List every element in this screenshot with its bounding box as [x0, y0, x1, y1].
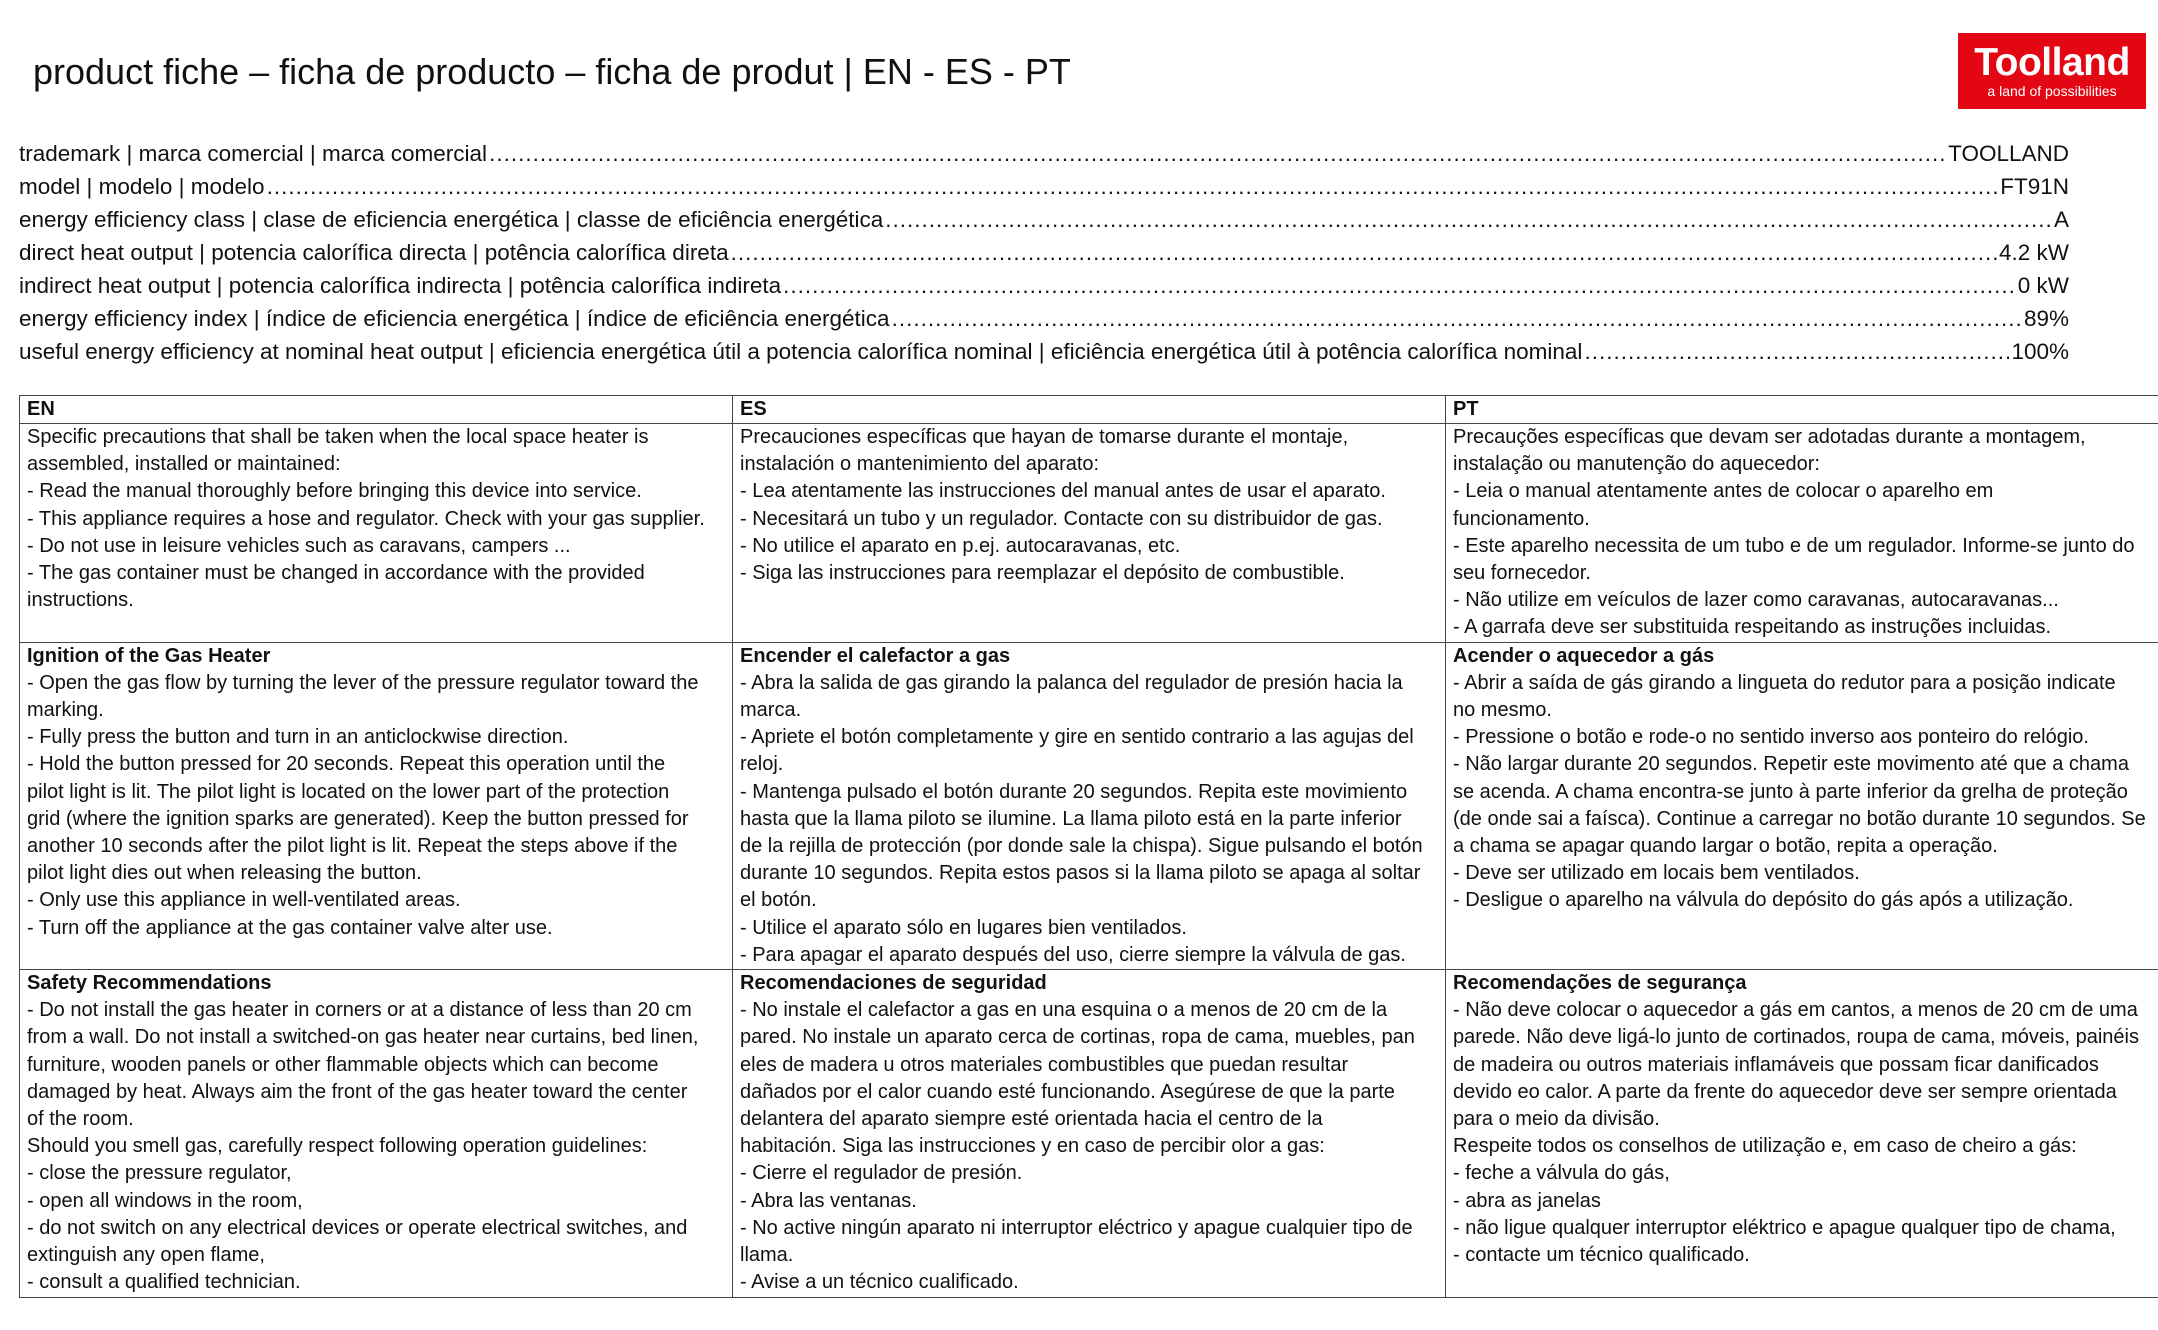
table-header-row [20, 396, 2158, 424]
text-line: reloj. [740, 753, 784, 776]
text-line: - Read the manual thoroughly before bringing this device into service. [27, 480, 642, 503]
text-line: eles de madera u otros materiales combustibles que puedan resultar [740, 1053, 1349, 1076]
text-line: - Não deve colocar o aquecedor a gás em cantos, a menos de 20 cm de uma [1453, 999, 2138, 1022]
table-row-precautions [20, 424, 2158, 643]
dot-leader [1584, 335, 2009, 368]
text-line: - Este aparelho necessita de um tubo e de um regulador. Informe-se junto do [1453, 534, 2135, 557]
cell-pt [1446, 642, 2158, 969]
text-line: delantera del aparato siempre esté orientada hacia el centro de la [740, 1108, 1323, 1131]
text-line: - Desligue o aparelho na válvula do depósito do gás após a utilização. [1453, 889, 2074, 912]
text-line: a chama se apagar quando largar o botão, repita a operação. [1453, 835, 1998, 858]
text-line: - Abra la salida de gas girando la palanca del regulador de presión hacia la [740, 671, 1403, 694]
spec-label: direct heat output | potencia calorífica directa | potência calorífica direta [19, 240, 729, 265]
text-line: instalação ou manutenção do aquecedor: [1453, 453, 1820, 476]
section-title: Ignition of the Gas Heater [27, 644, 271, 667]
spec-row-trademark [19, 137, 2069, 170]
cell-es [733, 642, 1446, 969]
logo-brand: Toolland [1974, 41, 2130, 84]
text-line: - Utilice el aparato sólo en lugares bien ventilados. [740, 916, 1187, 939]
spec-row-efficiency-class [19, 203, 2069, 236]
text-line: durante 10 segundos. Repita estos pasos si la llama piloto se apaga al soltar [740, 862, 1421, 885]
text-line: el botón. [740, 889, 817, 912]
text-line: - Lea atentamente las instrucciones del manual antes de usar el aparato. [740, 480, 1386, 503]
text-line: - Do not install the gas heater in corners or at a distance of less than 20 cm [27, 999, 692, 1022]
toolland-logo [1958, 33, 2146, 109]
column-header-en: EN [20, 396, 733, 424]
text-line: se acenda. A chama encontra-se junto à parte inferior da grelha de proteção [1453, 780, 2128, 803]
section-title: Recomendaciones de seguridad [740, 972, 1047, 995]
text-line: of the room. [27, 1108, 134, 1131]
text-line: marking. [27, 699, 104, 722]
dot-leader [885, 203, 2052, 236]
text-line: marca. [740, 699, 802, 722]
spec-value: 0 kW [2017, 273, 2069, 298]
table-row-ignition [20, 642, 2158, 969]
text-line: - Não utilize em veículos de lazer como caravanas, autocaravanas... [1453, 589, 2059, 612]
text-line: damaged by heat. Always aim the front of the gas heater toward the center [27, 1080, 688, 1103]
cell-pt [1446, 970, 2158, 1297]
text-line: - Apriete el botón completamente y gire en sentido contrario a las agujas del [740, 726, 1414, 749]
text-line: - Do not use in leisure vehicles such as caravans, campers ... [27, 534, 571, 557]
text-line: - Leia o manual atentamente antes de colocar o aparelho em [1453, 480, 1994, 503]
text-line: no mesmo. [1453, 699, 1552, 722]
text-line: - contacte um técnico qualificado. [1453, 1244, 1750, 1267]
text-line: - não ligue qualquer interruptor eléktrico e apague qualquer tipo de chama, [1453, 1216, 2116, 1239]
text-line: furniture, wooden panels or other flammable objects which can become [27, 1053, 659, 1076]
text-line: - Only use this appliance in well-ventilated areas. [27, 889, 461, 912]
text-line: - feche a válvula do gás, [1453, 1162, 1670, 1185]
spec-row-direct-heat [19, 236, 2069, 269]
text-line: assembled, installed or maintained: [27, 453, 341, 476]
text-line: - Turn off the appliance at the gas container valve alter use. [27, 916, 553, 939]
cell-pt [1446, 424, 2158, 643]
text-line: - No instale el calefactor a gas en una esquina o a menos de 20 cm de la [740, 999, 1388, 1022]
text-line: - Necesitará un tubo y un regulador. Contacte con su distribuidor de gas. [740, 507, 1383, 530]
cell-en [20, 642, 733, 969]
cell-en [20, 424, 733, 643]
text-line: - Siga las instrucciones para reemplazar el depósito de combustible. [740, 562, 1345, 585]
spec-value: 100% [2011, 339, 2069, 364]
text-line: - Cierre el regulador de presión. [740, 1162, 1023, 1185]
dot-leader [267, 170, 1999, 203]
text-line: - Mantenga pulsado el botón durante 20 segundos. Repita este movimiento [740, 780, 1408, 803]
cell-en [20, 970, 733, 1297]
section-title: Acender o aquecedor a gás [1453, 644, 1715, 667]
dot-leader [489, 137, 1946, 170]
spec-row-useful-efficiency [19, 335, 2069, 368]
text-line: - Fully press the button and turn in an anticlockwise direction. [27, 726, 569, 749]
dot-leader [892, 302, 2022, 335]
text-line: funcionamento. [1453, 507, 1590, 530]
text-line: (de onde sai a faísca). Continue a carregar no botão durante 10 segundos. Se [1453, 807, 2146, 830]
dot-leader [731, 236, 1997, 269]
dot-leader [783, 269, 2016, 302]
text-line: extinguish any open flame, [27, 1244, 265, 1267]
text-line: - Hold the button pressed for 20 seconds. Repeat this operation until the [27, 753, 666, 776]
page-title: product fiche – ficha de producto – ficha de produt | EN - ES - PT [33, 51, 1071, 92]
cell-es [733, 424, 1446, 643]
spec-value: TOOLLAND [1948, 141, 2069, 166]
text-line: - open all windows in the room, [27, 1189, 303, 1212]
text-line: pared. No instale un aparato cerca de cortinas, ropa de cama, muebles, pan [740, 1026, 1415, 1049]
text-line: - The gas container must be changed in accordance with the provided [27, 562, 645, 585]
text-line: pilot light dies out when releasing the button. [27, 862, 422, 885]
text-line: de la rejilla de protección (por donde sale la chispa). Sigue pulsando el botón [740, 835, 1423, 858]
text-line: de madeira ou outros materiais inflamáveis que possam ficar danificados [1453, 1053, 2099, 1076]
text-line: llama. [740, 1244, 794, 1267]
spec-value: A [2053, 207, 2069, 232]
text-line: Specific precautions that shall be taken when the local space heater is [27, 426, 649, 448]
text-line: grid (where the ignition sparks are generated). Keep the button pressed for [27, 807, 689, 830]
table-row-safety [20, 970, 2158, 1297]
text-line: Precauções específicas que devam ser adotadas durante a montagem, [1453, 426, 2086, 448]
spec-label: model | modelo | modelo [19, 174, 265, 199]
text-line: hasta que la llama piloto se ilumine. La llama piloto está en la parte inferior [740, 807, 1402, 830]
column-header-pt: PT [1446, 396, 2158, 424]
spec-value: 89% [2023, 306, 2069, 331]
text-line: - Não largar durante 20 segundos. Repetir este movimento até que a chama [1453, 753, 2129, 776]
text-line: para o meio da divisão. [1453, 1108, 1660, 1131]
section-title: Recomendações de segurança [1453, 972, 1747, 995]
text-line: - close the pressure regulator, [27, 1162, 292, 1185]
spec-label: energy efficiency index | índice de eficiencia energética | índice de eficiência energética [19, 306, 890, 331]
text-line: devido eo calor. A parte da frente do aquecedor deve ser sempre orientada [1453, 1080, 2117, 1103]
section-title: Encender el calefactor a gas [740, 644, 1011, 667]
text-line: - abra as janelas [1453, 1189, 1601, 1212]
text-line: from a wall. Do not install a switched-on gas heater near curtains, bed linen, [27, 1026, 699, 1049]
text-line: - No active ningún aparato ni interruptor eléctrico y apague cualquier tipo de [740, 1216, 1413, 1239]
text-line: dañados por el calor cuando esté funcionando. Asegúrese de que la parte [740, 1080, 1395, 1103]
text-line: parede. Não deve ligá-lo junto de cortinados, roupa de cama, móveis, painéis [1453, 1026, 2139, 1049]
logo-tagline: a land of possibilities [1987, 83, 2117, 99]
text-line: - Para apagar el aparato después del uso, cierre siempre la válvula de gas. [740, 943, 1406, 966]
text-line: - consult a qualified technician. [27, 1271, 301, 1294]
spec-value: FT91N [2000, 174, 2069, 199]
text-line: pilot light is lit. The pilot light is located on the lower part of the protection [27, 780, 670, 803]
spec-value: 4.2 kW [1998, 240, 2069, 265]
spec-label: indirect heat output | potencia calorífica indirecta | potência calorífica indireta [19, 273, 782, 298]
text-line: habitación. Siga las instrucciones y en caso de percibir olor a gas: [740, 1135, 1325, 1158]
spec-label: energy efficiency class | clase de eficiencia energética | classe de eficiência energética [19, 207, 884, 232]
text-line: - do not switch on any electrical devices or operate electrical switches, and [27, 1216, 688, 1239]
section-title: Safety Recommendations [27, 972, 272, 995]
text-line: Respeite todos os conselhos de utilização e, em caso de cheiro a gás: [1453, 1135, 2077, 1158]
instructions-table [19, 395, 2158, 1298]
column-header-es: ES [733, 396, 1446, 424]
text-line: - Pressione o botão e rode-o no sentido inverso aos ponteiro do relógio. [1453, 726, 2089, 749]
spec-label: trademark | marca comercial | marca comercial [19, 141, 488, 166]
text-line: - A garrafa deve ser substituida respeitando as instruções incluidas. [1453, 616, 2052, 639]
text-line: - Deve ser utilizado em locais bem ventilados. [1453, 862, 1860, 885]
spec-list [19, 137, 2069, 368]
text-line: Precauciones específicas que hayan de tomarse durante el montaje, [740, 426, 1349, 448]
text-line: - No utilice el aparato en p.ej. autocaravanas, etc. [740, 534, 1181, 557]
text-line: - Avise a un técnico cualificado. [740, 1271, 1019, 1294]
text-line: Should you smell gas, carefully respect following operation guidelines: [27, 1135, 648, 1158]
cell-es [733, 970, 1446, 1297]
text-line: - Abra las ventanas. [740, 1189, 917, 1212]
text-line: instructions. [27, 589, 134, 612]
text-line: - Open the gas flow by turning the lever of the pressure regulator toward the [27, 671, 699, 694]
spec-row-efficiency-index [19, 302, 2069, 335]
text-line: - Abrir a saída de gás girando a lingueta do redutor para a posição indicate [1453, 671, 2116, 694]
text-line: instalación o mantenimiento del aparato: [740, 453, 1100, 476]
text-line: - This appliance requires a hose and regulator. Check with your gas supplier. [27, 507, 705, 530]
text-line: seu fornecedor. [1453, 562, 1591, 585]
spec-row-indirect-heat [19, 269, 2069, 302]
spec-row-model [19, 170, 2069, 203]
spec-label: useful energy efficiency at nominal heat output | eficiencia energética útil a potencia calorífica nominal | eficiência energética útil à potência calorífica nominal [19, 339, 1583, 364]
text-line: another 10 seconds after the pilot light is lit. Repeat the steps above if the [27, 835, 678, 858]
